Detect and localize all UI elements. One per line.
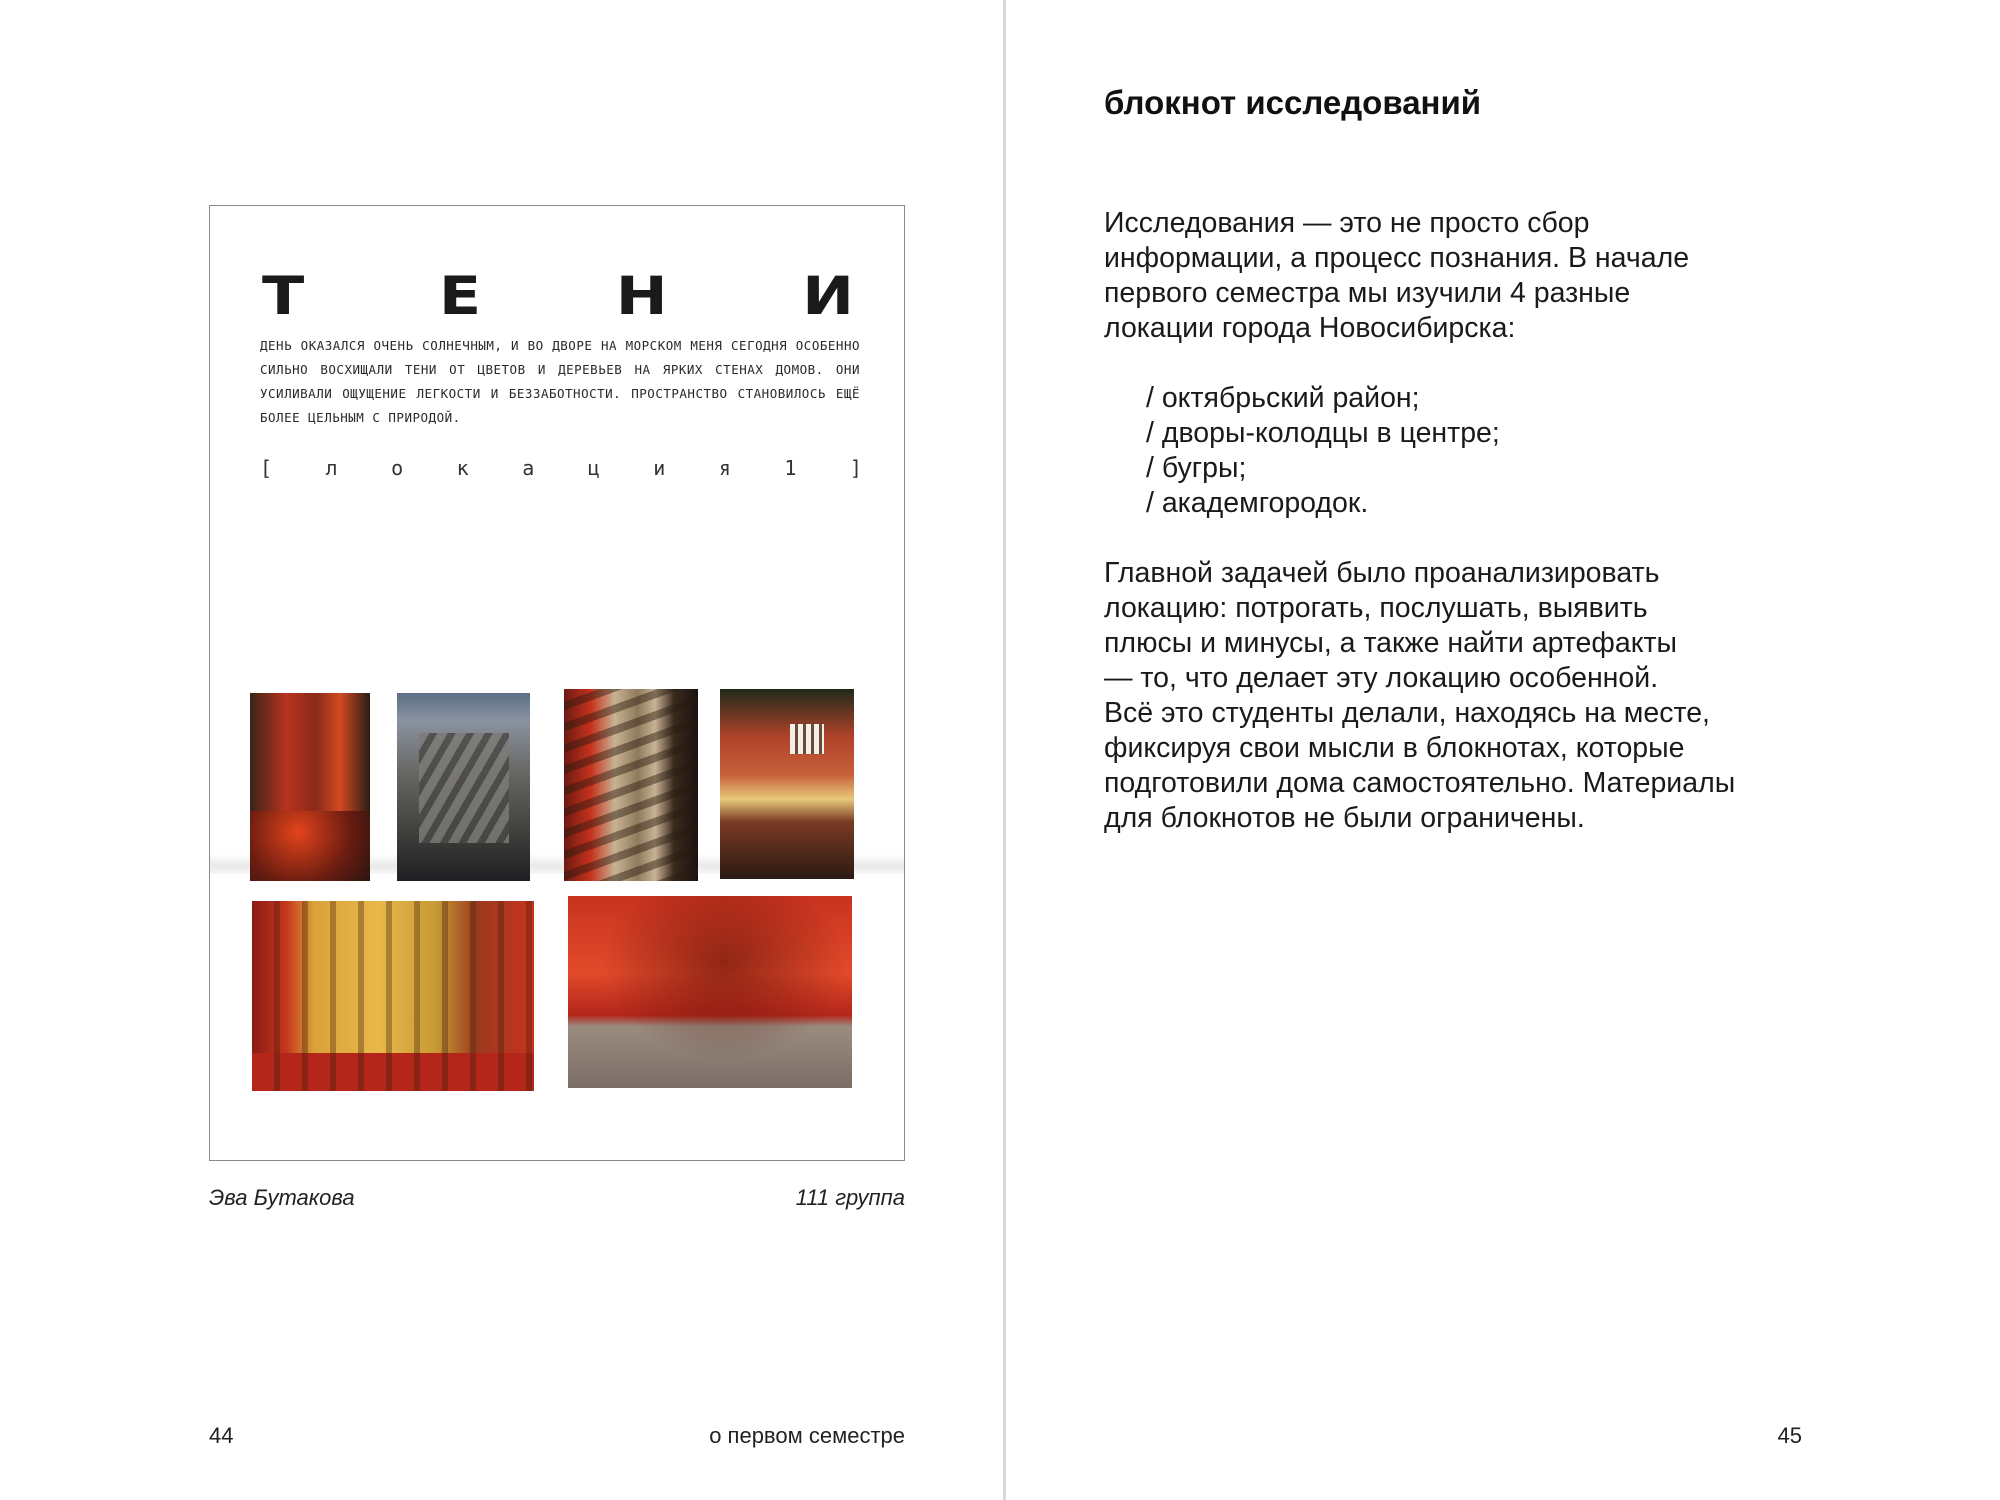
location-glyph: я bbox=[718, 456, 731, 480]
photo-red-wall-leaf-shadows bbox=[568, 896, 852, 1088]
text-line: локации города Новосибирска: bbox=[1104, 312, 1516, 344]
title-glyph: И bbox=[802, 264, 856, 327]
location-glyph: л bbox=[325, 456, 338, 480]
location-glyph: к bbox=[456, 456, 469, 480]
title-glyph: Т bbox=[262, 264, 307, 327]
page-heading: блокнот исследований bbox=[1104, 84, 1482, 121]
text-line: первого семестра мы изучили 4 разные bbox=[1104, 277, 1631, 309]
text-line: локацию: потрогать, послушать, выявить bbox=[1104, 592, 1648, 624]
caption-group: 111 группа bbox=[795, 1185, 905, 1210]
main-paragraph bbox=[1104, 556, 1824, 836]
location-glyph: 1 bbox=[784, 456, 797, 480]
caption-author: Эва Бутакова bbox=[209, 1185, 355, 1210]
text-line: Исследования — это не просто сбор bbox=[1104, 207, 1590, 239]
location-glyph: а bbox=[522, 456, 535, 480]
notebook-scan bbox=[209, 205, 905, 1161]
intro-paragraph bbox=[1104, 206, 1824, 346]
location-glyph: [ bbox=[260, 456, 273, 480]
location-glyph: и bbox=[653, 456, 666, 480]
text-line: плюсы и минусы, а также найти артефакты bbox=[1104, 627, 1678, 659]
photo-yellow-wall-shadows bbox=[252, 901, 534, 1091]
photo-grey-building-shadows bbox=[397, 693, 530, 881]
text-line: подготовили дома самостоятельно. Материалы bbox=[1104, 767, 1736, 799]
text-line: Главной задачей было проанализировать bbox=[1104, 557, 1660, 589]
page-number-right: 45 bbox=[1777, 1423, 1802, 1448]
running-head: о первом семестре bbox=[709, 1423, 905, 1448]
text-line: Всё это студенты делали, находясь на месте, bbox=[1104, 697, 1710, 729]
photo-red-building-entrance bbox=[720, 689, 854, 879]
list-item: / академгородок. bbox=[1146, 487, 1369, 519]
locations-list bbox=[1146, 381, 1500, 521]
text-line: — то, что делает эту локацию особенной. bbox=[1104, 662, 1659, 694]
book-spine bbox=[1003, 0, 1006, 1500]
handwritten-title bbox=[262, 264, 856, 327]
handwritten-location-label bbox=[260, 456, 862, 480]
location-glyph: ц bbox=[587, 456, 600, 480]
list-item: / бугры; bbox=[1146, 452, 1247, 484]
location-glyph: ] bbox=[849, 456, 862, 480]
title-glyph: Н bbox=[615, 264, 670, 327]
photo-red-wall-tree bbox=[250, 693, 370, 881]
page-number-left: 44 bbox=[209, 1423, 234, 1448]
location-glyph: о bbox=[391, 456, 404, 480]
text-line: для блокнотов не были ограничены. bbox=[1104, 802, 1585, 834]
list-item: / октябрьский район; bbox=[1146, 382, 1420, 414]
handwritten-note: ДЕНЬ ОКАЗАЛСЯ ОЧЕНЬ СОЛНЕЧНЫМ, И ВО ДВОРЕ НА МОРСКОМ МЕНЯ СЕГОДНЯ ОСОБЕННО СИЛЬНО ВОСХИЩАЛИ ТЕНИ ОТ ЦВЕТОВ И ДЕРЕВЬЕВ НА ЯРКИХ СТЕНАХ ДОМОВ. ОНИ УСИЛИВАЛИ ОЩУЩЕНИЕ ЛЕГКОСТИ И БЕЗЗАБОТНОСТИ. ПРОСТРАНСТВО СТАНОВИЛОСЬ ЕЩЁ БОЛЕЕ ЦЕЛЬНЫМ С ПРИРОДОЙ. bbox=[260, 338, 860, 425]
text-line: информации, а процесс познания. В начале bbox=[1104, 242, 1690, 274]
title-glyph: Е bbox=[438, 264, 484, 327]
list-item: / дворы-колодцы в центре; bbox=[1146, 417, 1500, 449]
photo-column-shadows bbox=[564, 689, 698, 881]
text-line: фиксируя свои мысли в блокнотах, которые bbox=[1104, 732, 1685, 764]
